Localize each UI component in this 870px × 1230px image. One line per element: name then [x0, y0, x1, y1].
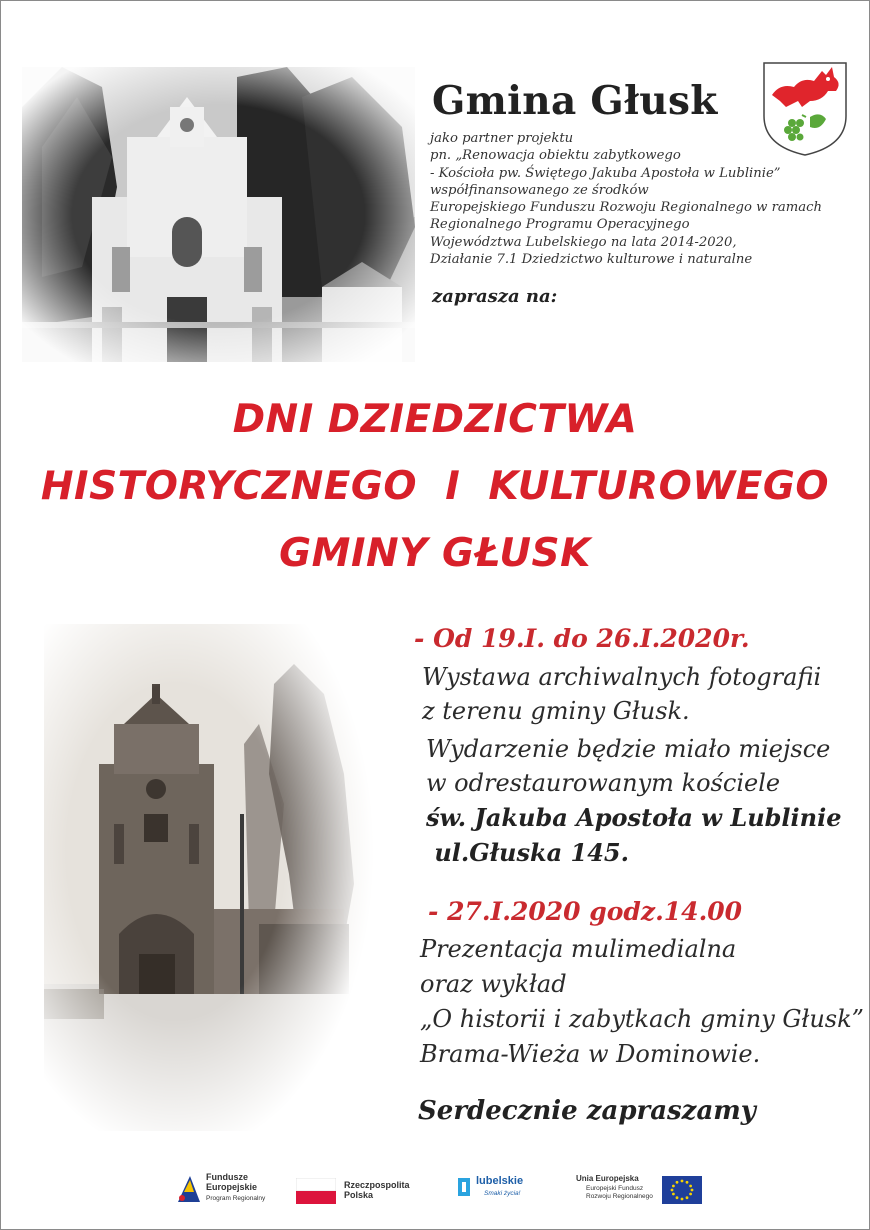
event-description-line: oraz wykład: [420, 970, 567, 998]
partner-line: - Kościoła pw. Świętego Jakuba Apostoła w Lublinie”: [430, 165, 781, 181]
event-place-line: w odrestaurowanym kościele: [426, 769, 781, 797]
partner-line: współfinansowanego ze środków: [430, 182, 649, 198]
heading-line: HISTORYCZNEGO I KULTUROWEGO: [40, 464, 830, 509]
church-photo: [22, 67, 415, 362]
partner-description: [430, 130, 830, 268]
event-venue-line: św. Jakuba Apostoła w Lublinie: [426, 803, 842, 832]
event-place-line: Wydarzenie będzie miało miejsce: [426, 735, 831, 763]
partner-line: Europejskiego Funduszu Rozwoju Regionalnego w ramach: [430, 200, 823, 216]
logo-subline: Rozwoju Regionalnego: [586, 1193, 653, 1200]
logo-subline: Europejski Fundusz: [586, 1185, 644, 1192]
event-description-line: z terenu gminy Głusk.: [422, 697, 690, 725]
polish-flag-icon: [296, 1178, 336, 1204]
page-title: Gmina Głusk: [432, 78, 718, 124]
partner-line: pn. „Renowacja obiektu zabytkowego: [430, 148, 681, 164]
logo-line: Polska: [344, 1190, 374, 1200]
fundusze-europejskie-logo: [176, 1168, 286, 1212]
rzeczpospolita-polska-logo: [296, 1168, 416, 1212]
event-description-line: Wystawa archiwalnych fotografii: [422, 663, 822, 691]
heading-line: DNI DZIEDZICTWA: [232, 397, 638, 442]
logo-line: lubelskie: [476, 1175, 524, 1187]
event-heading: [0, 386, 870, 587]
event-date: - Od 19.I. do 26.I.2020r.: [414, 624, 750, 653]
fundusze-europejskie-logo-icon: [176, 1172, 202, 1206]
partner-line: Regionalnego Programu Operacyjnego: [430, 217, 690, 233]
gate-tower-photo: [44, 624, 374, 1131]
unia-europejska-logo: [576, 1168, 710, 1212]
event-description-line: Prezentacja mulimedialna: [420, 935, 737, 963]
event-venue-line: ul.Głuska 145.: [426, 838, 629, 867]
logo-line: Unia Europejska: [576, 1174, 639, 1183]
lubelskie-logo-icon: [454, 1176, 474, 1198]
event-description-line: Brama-Wieża w Dominowie.: [420, 1040, 761, 1068]
event-description-line: „O historii i zabytkach gminy Głusk”: [420, 1005, 864, 1033]
logo-line: Fundusze: [206, 1172, 248, 1182]
logo-subline: Smaki życia!: [484, 1190, 521, 1197]
heading-line: GMINY GŁUSK: [279, 531, 591, 576]
logo-subline: Program Regionalny: [206, 1195, 266, 1202]
invite-text: zaprasza na:: [432, 286, 558, 307]
partner-line: Działanie 7.1 Dziedzictwo kulturowe i naturalne: [430, 252, 753, 268]
event-date: - 27.I.2020 godz.14.00: [428, 897, 743, 926]
logo-line: Rzeczpospolita: [344, 1180, 410, 1190]
funding-logos-bar: [170, 1168, 710, 1212]
closing-text: Serdecznie zapraszamy: [418, 1096, 756, 1126]
logo-line: Europejskie: [206, 1182, 258, 1192]
eu-flag-icon: [662, 1176, 702, 1204]
lubelskie-logo: [454, 1168, 554, 1212]
partner-line: jako partner projektu: [430, 131, 574, 146]
partner-line: Województwa Lubelskiego na lata 2014-2020,: [430, 234, 737, 250]
